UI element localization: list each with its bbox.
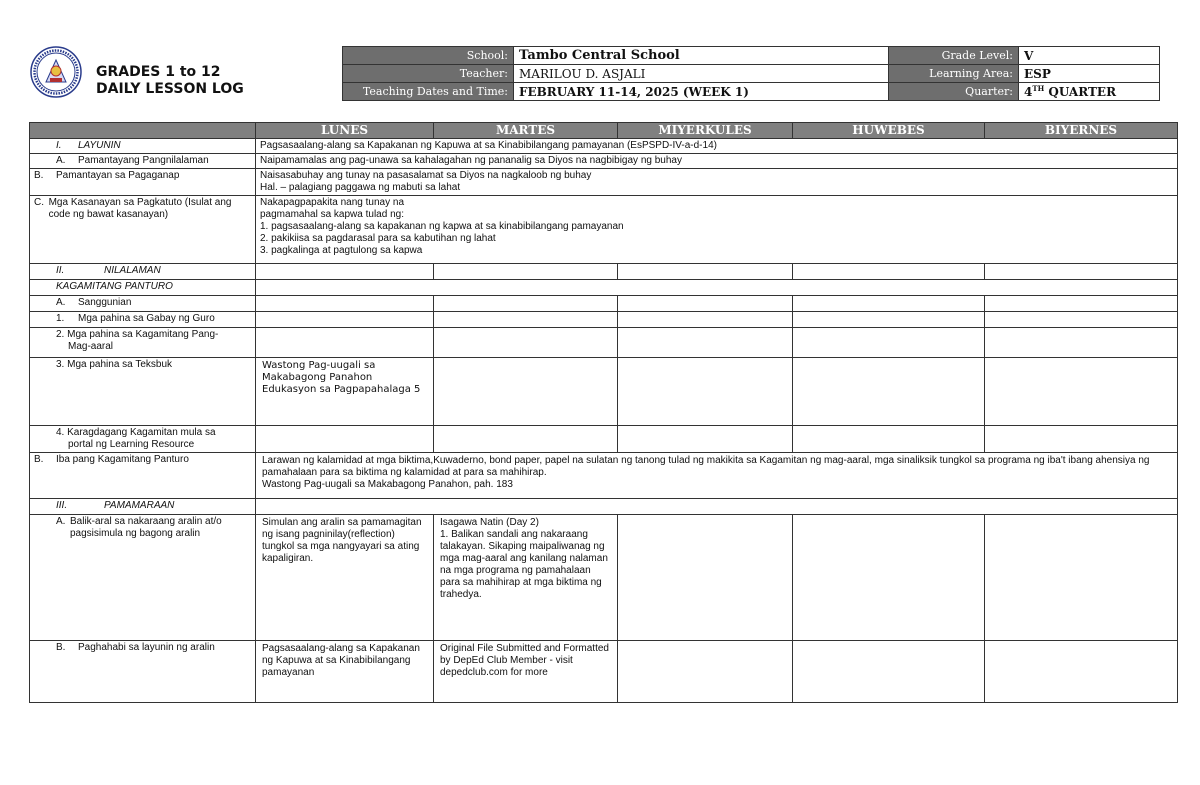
row-label: Pamantayang Pangnilalaman [78,155,209,166]
row-label: 3. Mga pahina sa Teksbuk [30,358,256,426]
row-label: NILALAMAN [104,265,161,276]
row-label: Paghahabi sa layunin ng aralin [78,642,215,653]
area-label: Learning Area: [889,65,1019,83]
row-label: KAGAMITANG PANTURO [30,280,256,296]
dates-value: FEBRUARY 11-14, 2025 (WEEK 1) [514,83,889,101]
nilalaman-row: II. NILALAMAN [30,264,1178,280]
day-header: MIYERKULES [618,123,793,139]
row-text: Larawan ng kalamidad at mga biktima,Kuwaderno, bond paper, papel na sulatan ng tanong tulad ng makikita sa Kagamitan ng mag-aaral, mga sinaliksik tungkol sa programa ng iba't ibang ahensiya ng pamahalaan para sa biktima ng kalamidad at para sa mahihirap. Wastong Pag-uugali sa Makabagong Panahon, pah. 183 [256,453,1178,499]
title-line-2: DAILY LESSON LOG [96,81,244,97]
row-label: Balik-aral sa nakaraang aralin at/o pagsisimula ng bagong aralin [69,516,222,539]
pamantayan-sa-pagaganap-row: B. Pamantayan sa Pagaganap Naisasabuhay ang tunay na pasasalamat sa Diyos na nagkaloob ng buhay Hal. – palagiang paggawa ng mabuti sa lahat [30,169,1178,196]
iba-pang-kagamitan-row: B. Iba pang Kagamitang Panturo Larawan ng kalamidad at mga biktima,Kuwaderno, bond paper, papel na sulatan ng tanong tulad ng makikita sa Kagamitan ng mag-aaral, mga sinaliksik tungkol sa programa ng iba't ibang ahensiya ng pamahalaan para sa biktima ng kalamidad at para sa mahihirap. Wastong Pag-uugali sa Makabagong Panahon, pah. 183 [30,453,1178,499]
area-value: ESP [1019,65,1160,83]
pamantayang-pangnilalaman-row: A. Pamantayang Pangnilalaman Naipamamalas ang pag-unawa sa kahalagahan ng pananalig sa Diyos na nagbibigay ng buhay [30,154,1178,169]
school-value: Tambo Central School [514,47,889,65]
paghahabi-lunes: Pagsasaalang-alang sa Kapakanan ng Kapuwa at sa Kinabibilangang pamayanan [256,641,434,703]
dates-label: Teaching Dates and Time: [343,83,514,101]
day-header: MARTES [434,123,618,139]
balik-aral-row: A. Balik-aral sa nakaraang aralin at/o pagsisimula ng bagong aralin Simulan ang aralin sa pamamagitan ng isang pagninilay(reflection) tungkol sa mga nangyayari sa ating kapaligiran. Isagawa Natin (Day 2) 1. Balikan sandali ang nakaraang talakayan. Sikaping maipaliwanag ng mga mag-aaral ang kanilang nalaman na mga programa ng pamahalaan para sa mahihirap at mga biktima ng trahedya. [30,515,1178,641]
row-label: Mga pahina sa Gabay ng Guro [78,313,215,324]
row-label: Iba pang Kagamitang Panturo [56,454,189,465]
kagamitang-panturo-row [30,280,1178,296]
grade-value: V [1019,47,1160,65]
quarter-label: Quarter: [889,83,1019,101]
daily-lesson-log-table [29,122,1178,703]
day-header: LUNES [256,123,434,139]
balik-martes: Isagawa Natin (Day 2) 1. Balikan sandali ang nakaraang talakayan. Sikaping maipaliwanag ng mga mag-aaral ang kanilang nalaman na mga programa ng pamahalaan para sa mahihirap at mga biktima ng trahedya. [434,515,618,641]
row-label: Mga Kasanayan sa Pagkatuto (Isulat ang code ng bawat kasanayan) [48,197,232,220]
paghahabi-row: B. Paghahabi sa layunin ng aralin Pagsasaalang-alang sa Kapakanan ng Kapuwa at sa Kinabibilangang pamayanan Original File Submitted and Formatted by DepEd Club Member - visit depedclub.com for more [30,641,1178,703]
row-label: PAMAMARAAN [104,500,175,511]
row-text: Naipamamalas ang pag-unawa sa kahalagahan ng pananalig sa Diyos na nagbibigay ng buhay [256,154,1178,169]
teacher-value: MARILOU D. ASJALI [514,65,889,83]
teksbuk-lunes: Wastong Pag-uugali sa Makabagong Panahon Edukasyon sa Pagpapahalaga 5 [256,358,434,426]
header-info-table [342,46,1160,101]
teacher-label: Teacher: [343,65,514,83]
teksbuk-row [30,358,1178,426]
layunin-label: LAYUNIN [78,140,121,151]
pamamaraan-row: III. PAMAMARAAN [30,499,1178,515]
balik-lunes: Simulan ang aralin sa pamamagitan ng isang pagninilay(reflection) tungkol sa mga nangyayari sa ating kapaligiran. [256,515,434,641]
corner-cell [30,123,256,139]
kasanayan-row: C. Mga Kasanayan sa Pagkatuto (Isulat ang code ng bawat kasanayan) Nakapagpapakita nang tunay na pagmamahal sa kapwa tulad ng: 1. pagsasaalang-alang sa kapakanan ng kapwa at sa kinabibilangang pamayanan 2. pakikiisa sa pagdarasal para sa kabutihan ng lahat 3. pagkalinga at pagtulong sa kapwa [30,196,1178,264]
day-header: BIYERNES [985,123,1178,139]
quarter-value: 4TH QUARTER [1019,83,1160,101]
karagdagang-row: 4. Karagdagang Kagamitan mula sa portal ng Learning Resource [30,426,1178,453]
school-label: School: [343,47,514,65]
row-text: Naisasabuhay ang tunay na pasasalamat sa Diyos na nagkaloob ng buhay Hal. – palagiang paggawa ng mabuti sa lahat [256,169,1178,196]
day-header: HUWEBES [793,123,985,139]
row-label: Pamantayan sa Pagaganap [56,170,180,181]
paghahabi-martes: Original File Submitted and Formatted by DepEd Club Member - visit depedclub.com for more [434,641,618,703]
row-text: Nakapagpapakita nang tunay na pagmamahal sa kapwa tulad ng: 1. pagsasaalang-alang sa kapakanan ng kapwa at sa kinabibilangang pamayanan 2. pakikiisa sa pagdarasal para sa kabutihan ng lahat 3. pagkalinga at pagtulong sa kapwa [256,196,1178,264]
layunin-row: I. LAYUNIN Pagsasaalang-alang sa Kapakanan ng Kapuwa at sa Kinabibilangang pamayanan (EsPSPD-IV-a-d-14) [30,139,1178,154]
kagamitang-mag-aaral-row: 2. Mga pahina sa Kagamitang Pang- Mag-aaral [30,328,1178,358]
day-header-row [30,123,1178,139]
gabay-guro-row: 1. Mga pahina sa Gabay ng Guro [30,312,1178,328]
row-label: Sanggunian [78,297,132,308]
sanggunian-row: A. Sanggunian [30,296,1178,312]
title-line-1: GRADES 1 to 12 [96,64,221,80]
grade-label: Grade Level: [889,47,1019,65]
deped-seal-logo [30,46,82,98]
layunin-text: Pagsasaalang-alang sa Kapakanan ng Kapuwa at sa Kinabibilangang pamayanan (EsPSPD-IV-a-d-14) [256,139,1178,154]
lesson-log-title [96,64,244,98]
